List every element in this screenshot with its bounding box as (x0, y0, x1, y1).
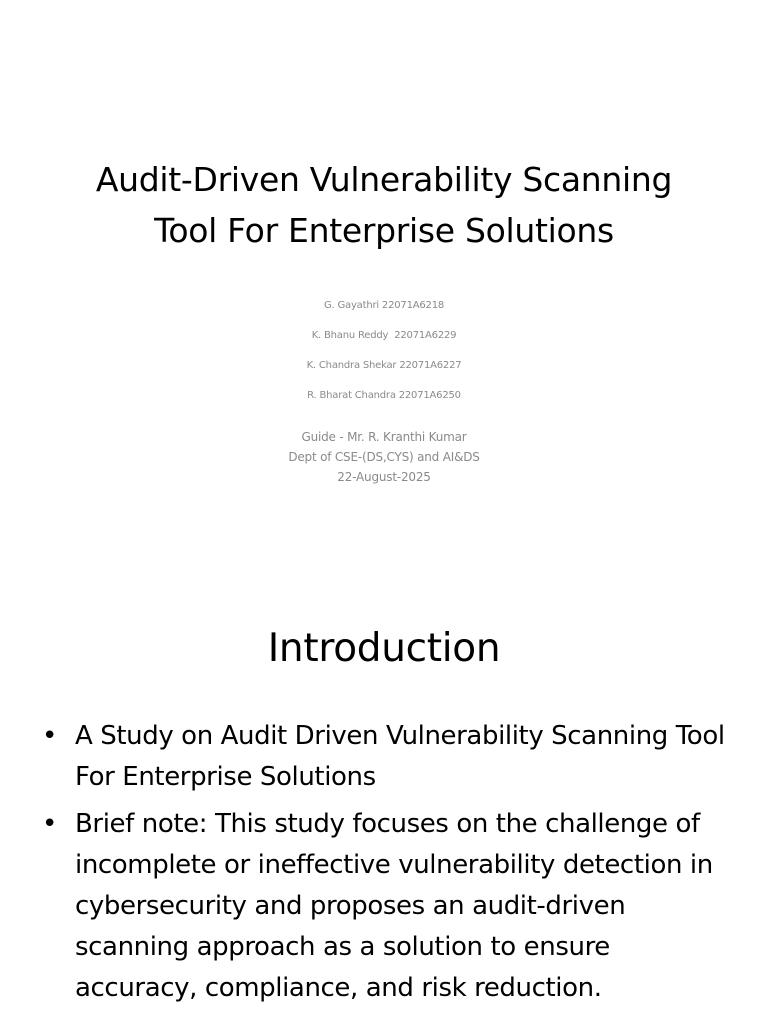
title-line-2: Tool For Enterprise Solutions (154, 211, 614, 250)
author-list (0, 298, 768, 418)
bullet-text: A Study on Audit Driven Vulnerability Scanning Tool For Enterprise Solutions (75, 721, 725, 792)
presentation-title (40, 154, 728, 256)
slide-heading: Introduction (267, 626, 501, 671)
bullet-text: Brief note: This study focuses on the challenge of incomplete or ineffective vulnerability detection in cybersecurity and proposes an audit-driven scanning approach as a solution to ensure accuracy, compliance, and risk reduction. (75, 809, 713, 1003)
author-name: K. Bhanu Reddy 22071A6229 (311, 330, 457, 341)
introduction-slide (0, 576, 768, 1024)
bullet-icon: • (42, 721, 57, 751)
title-line-1: Audit-Driven Vulnerability Scanning (95, 160, 673, 199)
author-name: K. Chandra Shekar 22071A6227 (306, 360, 462, 371)
author-name: R. Bharat Chandra 22071A6250 (307, 390, 461, 401)
presentation-meta (0, 427, 768, 487)
department-name: Dept of CSE-(DS,CYS) and AI&DS (288, 450, 480, 464)
bullet-item (42, 716, 728, 798)
presentation-date: 22-August-2025 (337, 470, 431, 484)
bullet-list (42, 716, 728, 1015)
bullet-icon: • (42, 809, 57, 839)
guide-name: Guide - Mr. R. Kranthi Kumar (301, 430, 467, 444)
author-name: G. Gayathri 22071A6218 (323, 300, 445, 311)
bullet-item (42, 804, 728, 1009)
